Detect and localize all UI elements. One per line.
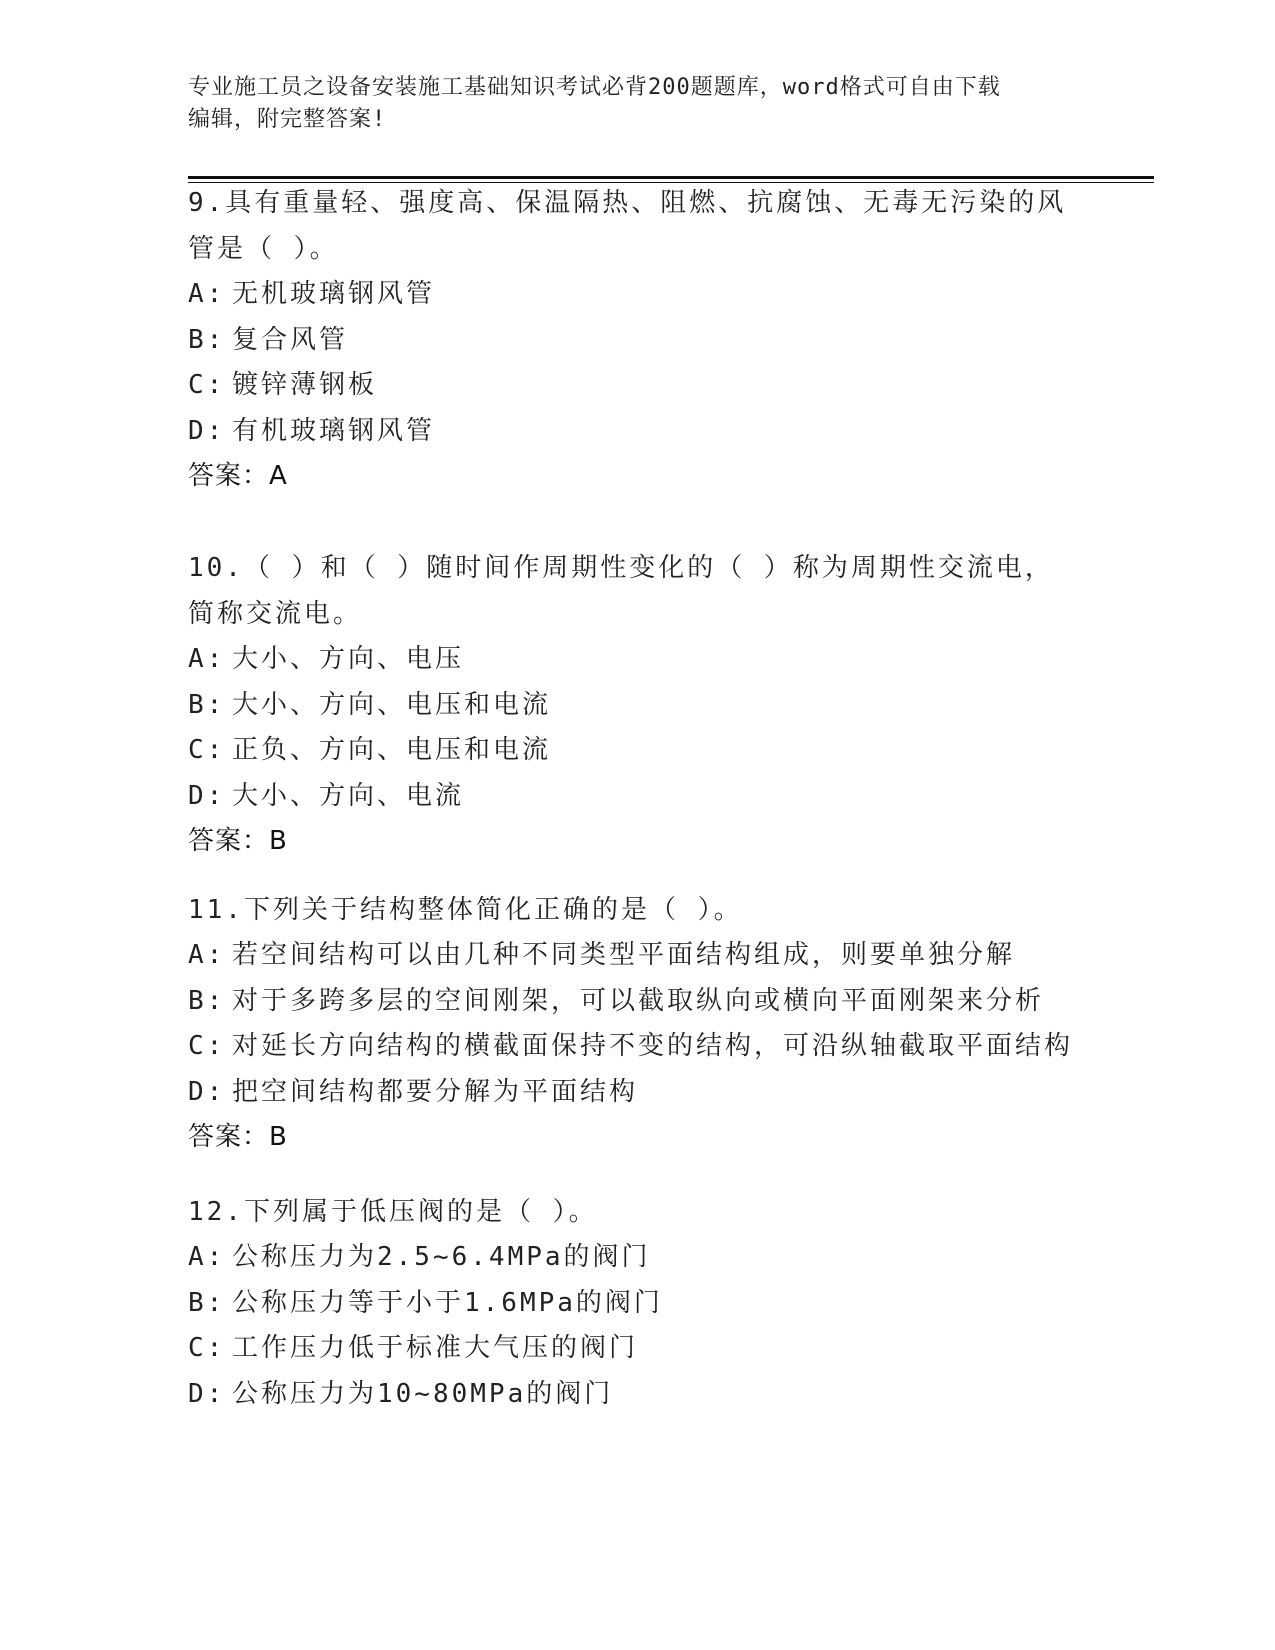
- question-stem: 10.（ ）和（ ）随时间作周期性变化的（ ）称为周期性交流电，简称交流电。: [188, 553, 1054, 629]
- question-11: [188, 887, 1088, 1161]
- option-a: [188, 637, 1088, 683]
- option-text: 对于多跨多层的空间刚架，可以截取纵向或横向平面刚架来分析: [232, 985, 1045, 1016]
- option-label: A:: [188, 644, 226, 674]
- option-label: C:: [188, 735, 226, 765]
- option-c: [188, 1326, 1088, 1372]
- header-line-2: 编辑，附完整答案!: [188, 107, 387, 132]
- option-text: 对延长方向结构的横截面保持不变的结构，可沿纵轴截取平面结构: [232, 1031, 1074, 1061]
- option-a: [188, 272, 1088, 318]
- option-a: [188, 933, 1088, 979]
- option-d: [188, 409, 1088, 455]
- option-text: 有机玻璃钢风管: [232, 415, 436, 446]
- option-text: 镀锌薄钢板: [232, 370, 378, 400]
- answer-line: 答案：B: [188, 826, 288, 856]
- option-text: 复合风管: [232, 324, 349, 355]
- header-line-1: 专业施工员之设备安装施工基础知识考试必背200题题库，word格式可自由下载: [188, 75, 1001, 100]
- option-label: D:: [188, 1378, 226, 1409]
- option-d: [188, 1070, 1088, 1116]
- option-text: 把空间结构都要分解为平面结构: [232, 1076, 639, 1107]
- option-b: [188, 683, 1088, 729]
- option-label: C:: [188, 1333, 226, 1363]
- option-b: [188, 1281, 1088, 1327]
- option-b: [188, 979, 1088, 1025]
- document-header: [188, 72, 1088, 136]
- option-c: [188, 728, 1088, 774]
- option-text: 若空间结构可以由几种不同类型平面结构组成，则要单独分解: [232, 940, 1016, 970]
- option-c: [188, 363, 1088, 409]
- option-d: [188, 1372, 1088, 1418]
- option-label: D:: [188, 1076, 226, 1107]
- option-label: B:: [188, 324, 226, 355]
- option-d: [188, 774, 1088, 820]
- option-label: A:: [188, 1242, 226, 1272]
- question-stem: 9.具有重量轻、强度高、保温隔热、阻燃、抗腐蚀、无毒无污染的风管是（ ）。: [188, 188, 1067, 264]
- option-b: [188, 318, 1088, 364]
- option-a: [188, 1235, 1088, 1281]
- option-text: 公称压力等于小于1.6MPa的阀门: [232, 1287, 663, 1318]
- question-12: [188, 1189, 1088, 1417]
- option-text: 正负、方向、电压和电流: [232, 735, 552, 765]
- option-label: C:: [188, 1031, 226, 1061]
- answer-line: 答案：A: [188, 461, 288, 491]
- question-stem: 12.下列属于低压阀的是（ ）。: [188, 1197, 598, 1227]
- option-label: A:: [188, 279, 226, 309]
- answer-line: 答案：B: [188, 1122, 288, 1152]
- question-10: [188, 545, 1088, 865]
- option-text: 大小、方向、电流: [232, 780, 465, 811]
- header-rule-thick: [188, 176, 1154, 179]
- option-text: 大小、方向、电压和电流: [232, 689, 552, 720]
- option-text: 无机玻璃钢风管: [232, 279, 436, 309]
- question-9: [188, 180, 1088, 500]
- question-stem: 11.下列关于结构整体简化正确的是（ ）。: [188, 895, 743, 925]
- option-text: 公称压力为10~80MPa的阀门: [232, 1378, 614, 1409]
- option-text: 大小、方向、电压: [232, 644, 465, 674]
- option-label: C:: [188, 370, 226, 400]
- option-label: A:: [188, 940, 226, 970]
- option-label: B:: [188, 1287, 226, 1318]
- option-text: 公称压力为2.5~6.4MPa的阀门: [232, 1242, 651, 1272]
- option-text: 工作压力低于标准大气压的阀门: [232, 1333, 639, 1363]
- option-label: D:: [188, 780, 226, 811]
- option-label: D:: [188, 415, 226, 446]
- option-label: B:: [188, 985, 226, 1016]
- option-c: [188, 1024, 1088, 1070]
- option-label: B:: [188, 689, 226, 720]
